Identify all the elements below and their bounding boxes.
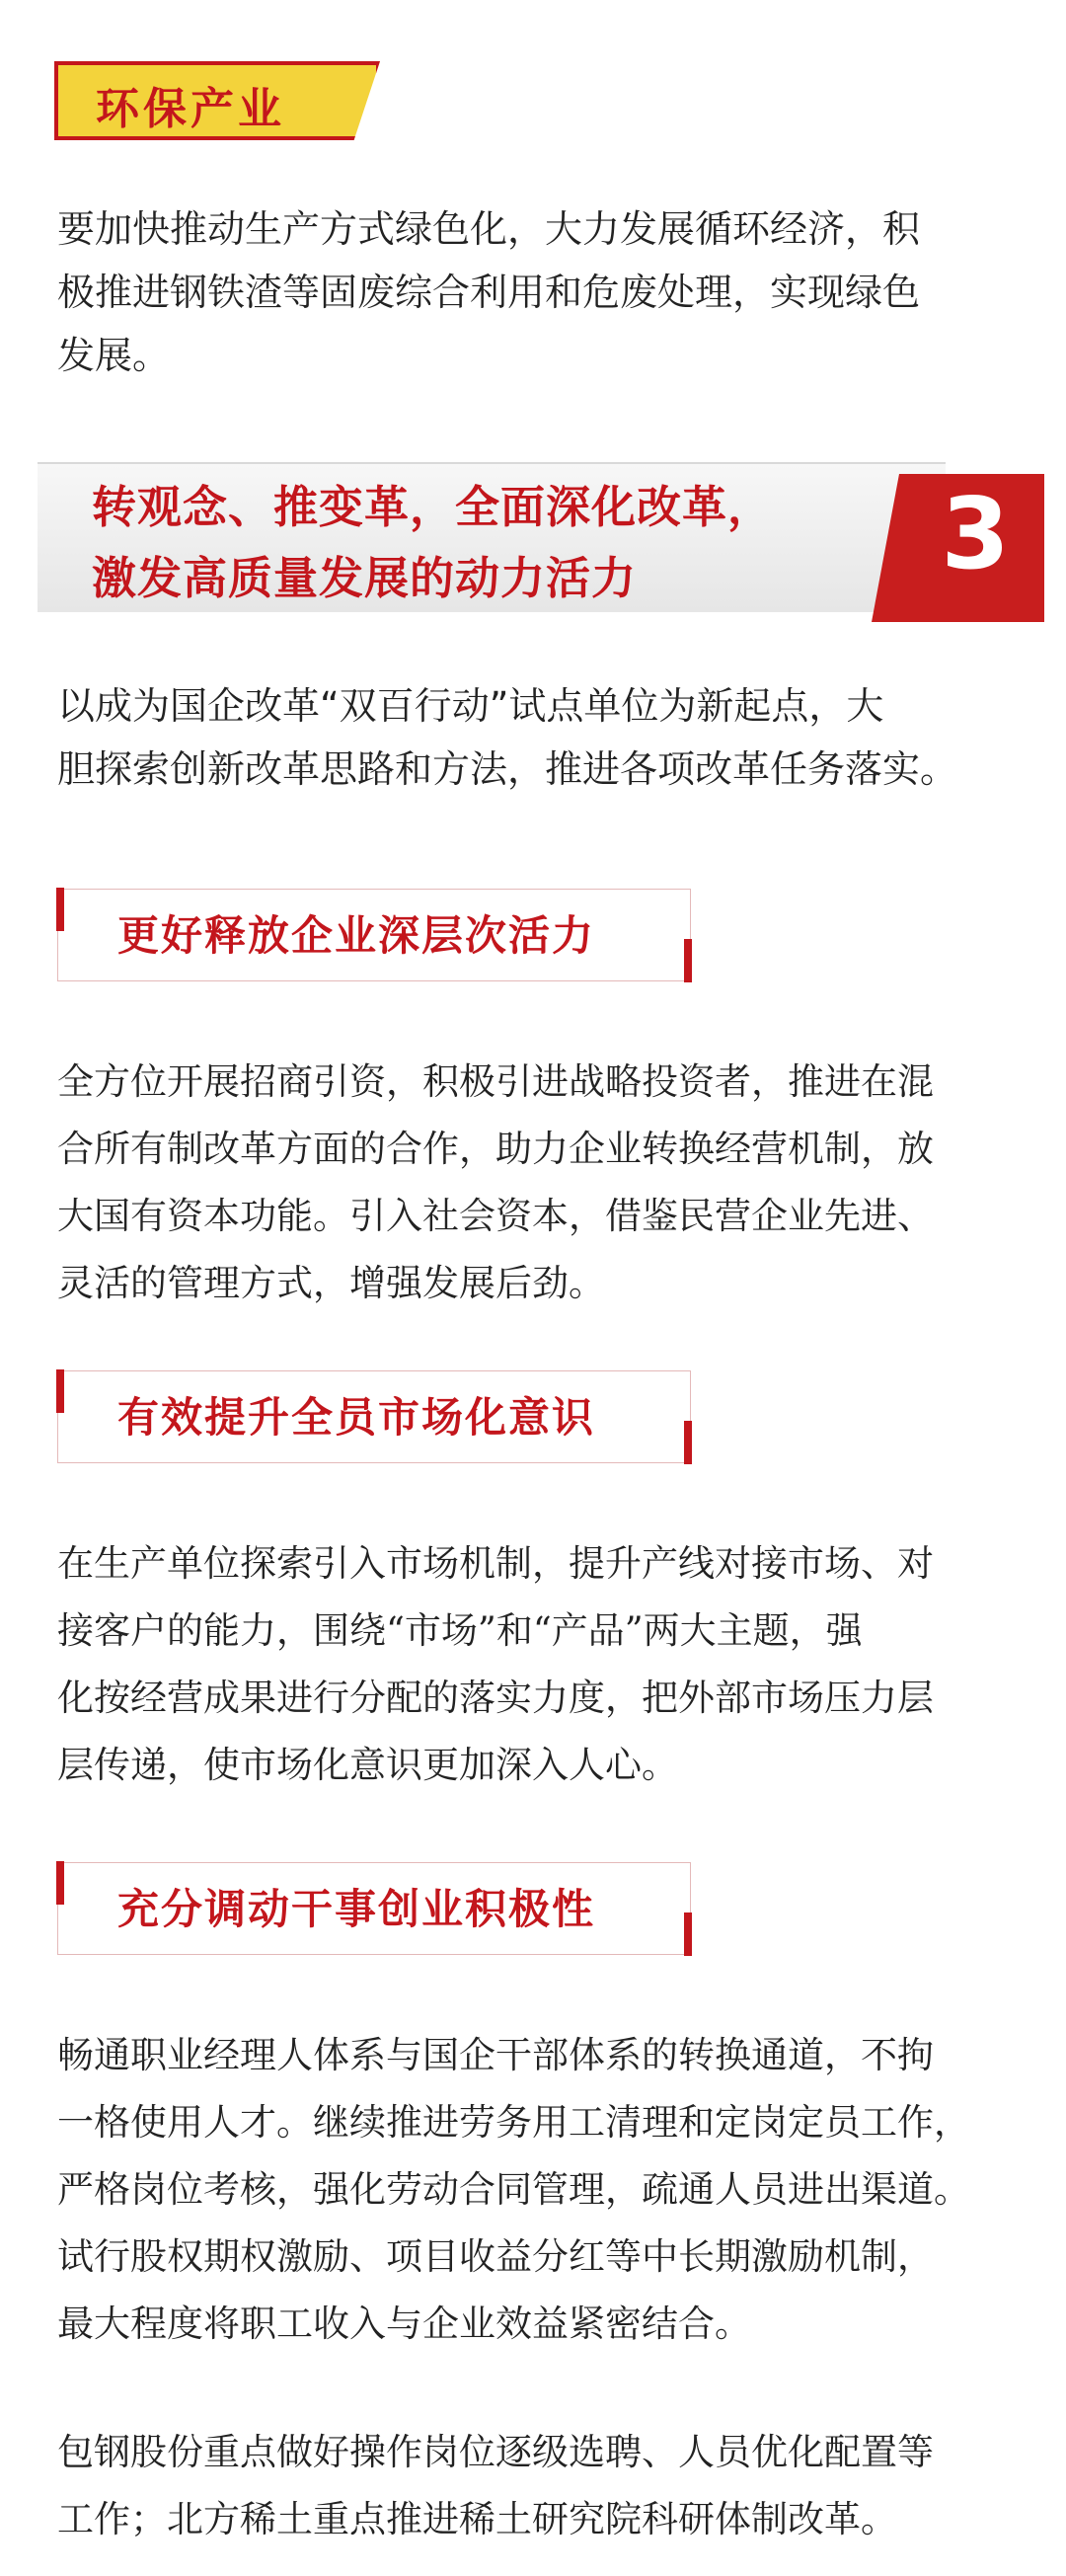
heading-corner-accent xyxy=(56,888,64,931)
intro-line: 极推进钢铁渣等固废综合利用和危废处理，实现绿色 xyxy=(57,271,921,314)
subsection-heading-box xyxy=(57,1862,691,1955)
body-line: 灵活的管理方式，增强发展后劲。 xyxy=(57,1262,605,1304)
subsection-body xyxy=(57,1530,1015,1799)
subsection-heading-box xyxy=(57,1370,691,1463)
body-line: 试行股权期权激励、项目收益分红等中长期激励机制， xyxy=(57,2235,934,2278)
heading-corner-accent xyxy=(684,939,692,982)
banner-paragraph-line: 以成为国企改革“双百行动”试点单位为新起点，大 xyxy=(57,684,884,728)
subsection-heading-box xyxy=(57,889,691,981)
banner-paragraph xyxy=(57,674,1015,801)
subsection-heading: 充分调动干事创业积极性 xyxy=(117,1885,596,1933)
closing-line: 包钢股份重点做好操作岗位逐级选聘、人员优化配置等 xyxy=(57,2431,934,2473)
body-line: 严格岗位考核，强化劳动合同管理，疏通人员进出渠道。 xyxy=(57,2168,970,2211)
section-banner xyxy=(38,454,1044,617)
section-label xyxy=(54,61,380,140)
closing-paragraph xyxy=(57,2419,1015,2553)
body-line: 层传递，使市场化意识更加深入人心。 xyxy=(57,1744,678,1786)
body-line: 全方位开展招商引资，积极引进战略投资者，推进在混 xyxy=(57,1060,934,1103)
subsection-heading: 更好释放企业深层次活力 xyxy=(117,911,596,960)
banner-paragraph-line: 胆探索创新改革思路和方法，推进各项改革任务落实。 xyxy=(57,747,958,791)
body-line: 接客户的能力，围绕“市场”和“产品”两大主题，强 xyxy=(57,1609,863,1652)
body-line: 化按经营成果进行分配的落实力度，把外部市场压力层 xyxy=(57,1677,934,1719)
banner-number: 3 xyxy=(941,476,1010,591)
intro-paragraph xyxy=(57,197,1015,387)
body-line: 大国有资本功能。引入社会资本，借鉴民营企业先进、 xyxy=(57,1195,934,1237)
heading-corner-accent xyxy=(684,1912,692,1956)
subsection-body xyxy=(57,1049,1015,1317)
subsection-heading: 有效提升全员市场化意识 xyxy=(117,1393,596,1442)
body-line: 一格使用人才。继续推进劳务用工清理和定岗定员工作， xyxy=(57,2101,970,2144)
heading-corner-accent xyxy=(56,1369,64,1413)
banner-title xyxy=(92,472,773,614)
intro-line: 要加快推动生产方式绿色化，大力发展循环经济，积 xyxy=(57,207,921,251)
body-line: 在生产单位探索引入市场机制，提升产线对接市场、对 xyxy=(57,1542,934,1585)
closing-line: 工作；北方稀土重点推进稀土研究院科研体制改革。 xyxy=(57,2498,897,2540)
intro-line: 发展。 xyxy=(57,334,171,377)
body-line: 最大程度将职工收入与企业效益紧密结合。 xyxy=(57,2303,751,2345)
banner-title-line: 转观念、推变革，全面深化改革， xyxy=(92,481,774,533)
body-line: 合所有制改革方面的合作，助力企业转换经营机制，放 xyxy=(57,1128,934,1170)
heading-corner-accent xyxy=(684,1421,692,1464)
heading-corner-accent xyxy=(56,1861,64,1905)
banner-title-line: 激发高质量发展的动力活力 xyxy=(92,552,638,604)
section-label-text: 环保产业 xyxy=(96,84,285,134)
subsection-body xyxy=(57,2022,1015,2358)
body-line: 畅通职业经理人体系与国企干部体系的转换通道，不拘 xyxy=(57,2034,934,2076)
